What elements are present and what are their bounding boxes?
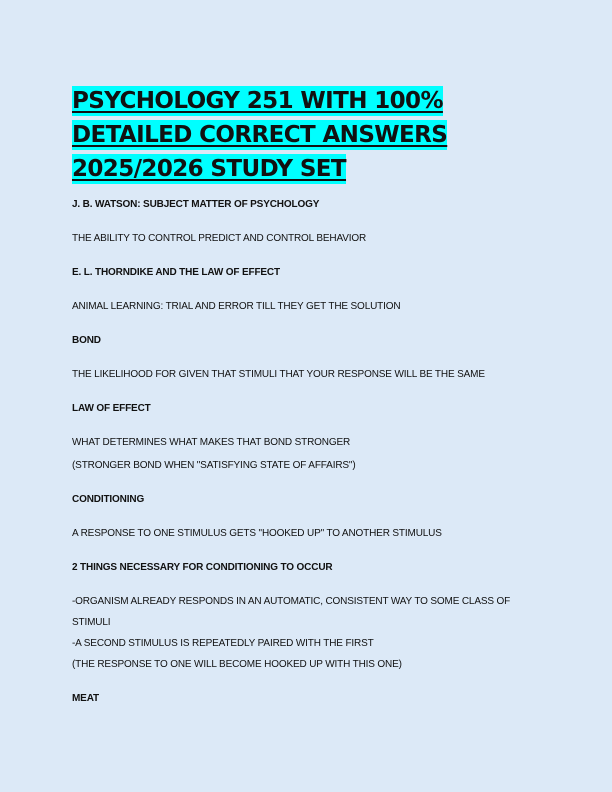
entry-definition xyxy=(72,436,542,472)
study-entry xyxy=(72,493,542,540)
definition-line: A RESPONSE TO ONE STIMULUS GETS "HOOKED UP" TO ANOTHER STIMULUS xyxy=(72,528,442,539)
entry-definition xyxy=(72,527,542,540)
entry-definition xyxy=(72,232,542,245)
document-title xyxy=(72,84,542,186)
study-entry xyxy=(72,198,542,245)
definition-line: -A SECOND STIMULUS IS REPEATEDLY PAIRED WITH THE FIRST xyxy=(72,638,374,649)
definition-line: THE LIKELIHOOD FOR GIVEN THAT STIMULI THAT YOUR RESPONSE WILL BE THE SAME xyxy=(72,369,485,380)
definition-line: (THE RESPONSE TO ONE WILL BECOME HOOKED UP WITH THIS ONE) xyxy=(72,659,402,670)
definition-line: -ORGANISM ALREADY RESPONDS IN AN AUTOMATIC, CONSISTENT WAY TO SOME CLASS OF STIMULI xyxy=(72,596,511,628)
study-entry xyxy=(72,334,542,381)
study-entry xyxy=(72,402,542,472)
study-entry xyxy=(72,266,542,313)
document-body xyxy=(72,84,542,726)
study-entries xyxy=(72,198,542,705)
definition-line: (STRONGER BOND WHEN "SATISFYING STATE OF AFFAIRS") xyxy=(72,460,356,471)
entry-term: J. B. WATSON: SUBJECT MATTER OF PSYCHOLOGY xyxy=(72,199,320,210)
entry-definition xyxy=(72,591,542,675)
entry-term: E. L. THORNDIKE AND THE LAW OF EFFECT xyxy=(72,267,280,278)
entry-term: BOND xyxy=(72,335,101,346)
study-entry xyxy=(72,692,542,705)
entry-term: LAW OF EFFECT xyxy=(72,403,151,414)
entry-term: 2 THINGS NECESSARY FOR CONDITIONING TO OCCUR xyxy=(72,562,333,573)
study-entry xyxy=(72,561,542,675)
definition-line: WHAT DETERMINES WHAT MAKES THAT BOND STRONGER xyxy=(72,437,351,448)
definition-line: THE ABILITY TO CONTROL PREDICT AND CONTROL BEHAVIOR xyxy=(72,233,367,244)
entry-definition xyxy=(72,368,542,381)
definition-line: ANIMAL LEARNING: TRIAL AND ERROR TILL THEY GET THE SOLUTION xyxy=(72,301,401,312)
entry-definition xyxy=(72,300,542,313)
document-title-text: PSYCHOLOGY 251 WITH 100% DETAILED CORRECT ANSWERS 2025/2026 STUDY SET xyxy=(72,88,448,182)
entry-term: MEAT xyxy=(72,693,99,704)
entry-term: CONDITIONING xyxy=(72,494,145,505)
